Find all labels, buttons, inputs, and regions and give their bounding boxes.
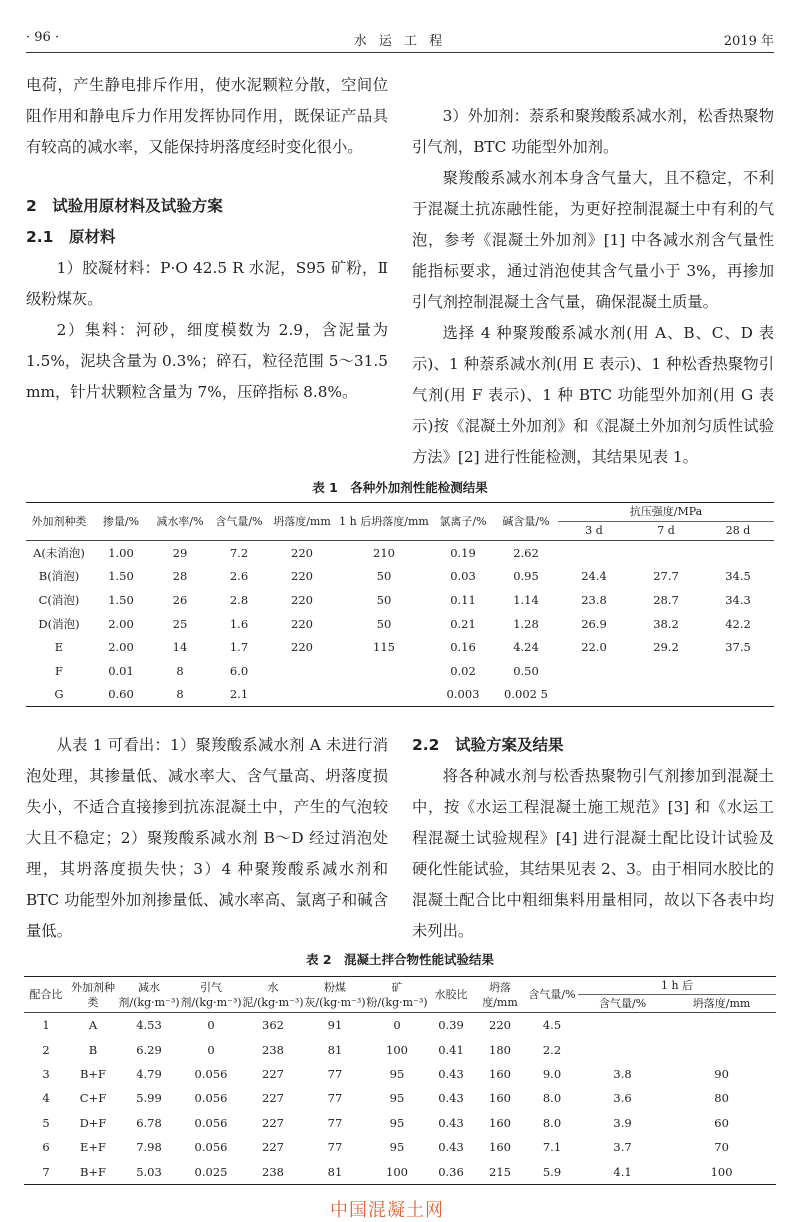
table-cell: 50 <box>376 592 392 607</box>
table-cell: 26 <box>172 592 188 607</box>
table-cell: 6.29 <box>136 1042 162 1057</box>
table-cell: 1.7 <box>229 640 249 655</box>
paragraph: 2）集料：河砂，细度模数为 2.9，含泥量为 1.5%，泥块含量为 0.3%；碎石，粒径范围 5～31.5 mm，针片状颗粒含量为 7%，压碎指标 8.8%。 <box>26 321 388 401</box>
table-cell: 227 <box>262 1066 284 1081</box>
table-cell: 210 <box>373 545 395 560</box>
table-header: 矿粉/(kg·m⁻³) <box>366 977 428 1013</box>
table-cell <box>558 683 630 707</box>
table-cell: 81 <box>327 1164 343 1179</box>
table-cell: 3 <box>42 1066 50 1081</box>
table-cell <box>630 683 702 707</box>
table-cell: E <box>54 640 64 655</box>
table-cell: B(消泡) <box>38 569 80 584</box>
table-cell: F <box>55 663 63 678</box>
lower-right-column <box>412 730 774 947</box>
table-cell: 95 <box>389 1091 405 1106</box>
table-cell: B <box>88 1042 98 1057</box>
table-cell: 0.02 <box>450 663 476 678</box>
table-header: 粉煤灰/(kg·m⁻³) <box>304 977 366 1013</box>
table-cell: 2.1 <box>229 687 249 702</box>
table-header: 含气量/% <box>526 977 578 1013</box>
table-cell: 0.056 <box>194 1066 228 1081</box>
table-cell: B+F <box>79 1164 107 1179</box>
table-header: 外加剂种类 <box>68 977 118 1013</box>
table-header: 碱含量/% <box>494 503 558 541</box>
table-cell: 0.16 <box>450 640 476 655</box>
table-cell: 220 <box>291 616 313 631</box>
table-header: 外加剂种类 <box>26 503 92 541</box>
table-cell: A <box>88 1018 98 1033</box>
table-cell: 50 <box>376 569 392 584</box>
table-cell: 238 <box>262 1164 284 1179</box>
paragraph: 3）外加剂：萘系和聚羧酸系减水剂，松香热聚物引气剂，BTC 功能型外加剂。 <box>412 107 774 156</box>
table-cell: 0.025 <box>194 1164 228 1179</box>
table-header: 1 h 后坍落度/mm <box>336 503 432 541</box>
table-header: 含气量/% <box>210 503 268 541</box>
table-header: 1 h 后 <box>578 977 776 995</box>
paragraph: 选择 4 种聚羧酸系减水剂(用 A、B、C、D 表示)、1 种萘系减水剂(用 E 表示)、1 种松香热聚物引气剂(用 F 表示)、1 种 BTC 功能型外加剂(用 G 表示)按《混凝土外加剂》和《混凝土外加剂匀质性试验方法》[2] 进行性能检测，其结果见表 1。 <box>412 324 774 466</box>
table-cell: 160 <box>489 1066 511 1081</box>
table-cell: 0.60 <box>108 687 134 702</box>
table-cell: 37.5 <box>725 640 751 655</box>
table-row <box>26 683 774 707</box>
table-cell: 100 <box>386 1042 408 1057</box>
table1 <box>26 502 774 707</box>
table-cell <box>558 541 630 565</box>
table-header: 抗压强度/MPa <box>558 503 774 522</box>
table-cell: 115 <box>373 640 395 655</box>
paragraph: 将各种减水剂与松香热聚物引气剂掺加到混凝土中，按《水运工程混凝土施工规范》[3] 和《水运工程混凝土试验规程》[4] 进行混凝土配比设计试验及硬化性能试验，其结果见表 2、3。由于相同水胶比的混凝土配合比中粗细集料用量相同，故以下各表中均未列出。 <box>412 767 774 940</box>
table-row <box>24 1135 776 1159</box>
table-cell: 8 <box>176 663 184 678</box>
table-row <box>24 1013 776 1038</box>
table1-caption: 表 1 各种外加剂性能检测结果 <box>312 480 488 495</box>
table-cell: 25 <box>172 616 188 631</box>
subsection-heading: 2.2 试验方案及结果 <box>412 736 564 754</box>
table-cell: 8 <box>176 687 184 702</box>
table-cell: 77 <box>327 1066 343 1081</box>
table-cell: 0.41 <box>438 1042 464 1057</box>
table-header: 坍落度/mm <box>268 503 336 541</box>
table-cell: 160 <box>489 1115 511 1130</box>
table-cell: 95 <box>389 1115 405 1130</box>
table-header: 配合比 <box>24 977 68 1013</box>
table-cell: 0.43 <box>438 1066 464 1081</box>
table-cell <box>667 1013 776 1038</box>
table-cell <box>702 683 774 707</box>
page-header <box>26 28 774 50</box>
table-row <box>26 588 774 612</box>
table-cell: 1 <box>42 1018 50 1033</box>
table-cell: 0.43 <box>438 1115 464 1130</box>
table-cell <box>630 541 702 565</box>
table-cell: 215 <box>489 1164 511 1179</box>
table-cell: 0.95 <box>513 569 539 584</box>
table-cell: D(消泡) <box>38 616 80 631</box>
table-cell <box>578 1013 667 1038</box>
table-cell: 160 <box>489 1091 511 1106</box>
table-subheader: 7 d <box>630 522 702 541</box>
table-row <box>26 635 774 659</box>
table-cell: 3.9 <box>613 1115 632 1130</box>
table-row <box>24 1037 776 1061</box>
table-cell: 2 <box>42 1042 50 1057</box>
table-header: 坍落度/mm <box>474 977 526 1013</box>
table-cell: 0.43 <box>438 1140 464 1155</box>
table-cell: 8.0 <box>542 1091 562 1106</box>
table-cell: 38.2 <box>653 616 679 631</box>
table-cell: 70 <box>714 1140 729 1155</box>
table-cell: 3.8 <box>613 1066 632 1081</box>
table-cell: 2.00 <box>108 616 134 631</box>
table-cell: 4.53 <box>136 1018 162 1033</box>
table-header: 引气剂/(kg·m⁻³) <box>180 977 242 1013</box>
table-cell: 7 <box>42 1164 50 1179</box>
table-cell: 29 <box>172 545 188 560</box>
table-cell: 0.21 <box>450 616 476 631</box>
table-cell: 95 <box>389 1140 405 1155</box>
page-number: · 96 · <box>26 30 60 45</box>
table-cell: 100 <box>386 1164 408 1179</box>
table-cell: 1.00 <box>108 545 134 560</box>
table-cell <box>702 541 774 565</box>
table-cell: 80 <box>714 1091 729 1106</box>
table-cell: 8.0 <box>542 1115 562 1130</box>
table-cell <box>630 659 702 683</box>
table-cell <box>336 683 432 707</box>
table-cell: 220 <box>291 545 313 560</box>
table-cell: 27.7 <box>653 569 679 584</box>
table-cell: 4 <box>42 1091 50 1106</box>
table-cell: 4.5 <box>542 1018 562 1033</box>
table-header: 减水剂/(kg·m⁻³) <box>118 977 180 1013</box>
table-cell: 2.2 <box>542 1042 562 1057</box>
table-cell: 3.6 <box>613 1091 632 1106</box>
table-subheader: 3 d <box>558 522 630 541</box>
table-cell: 22.0 <box>581 640 607 655</box>
subsection-heading: 2.1 原材料 <box>26 228 116 246</box>
table-cell <box>578 1037 667 1061</box>
table-cell: A(未消泡) <box>33 545 85 560</box>
table-cell: 220 <box>489 1018 511 1033</box>
table-cell: 26.9 <box>581 616 607 631</box>
table-header: 掺量/% <box>92 503 150 541</box>
table-cell: 1.50 <box>108 569 134 584</box>
table-cell: 0 <box>207 1042 215 1057</box>
paragraph: 从表 1 可看出：1）聚羧酸系减水剂 A 未进行消泡处理，其掺量低、减水率大、含气量高、坍落度损失小，不适合直接掺到抗冻混凝土中，产生的气泡较大且不稳定；2）聚羧酸系减水剂 B～D 经过消泡处理，其坍落度损失快；3）4 种聚羧酸系减水剂和 BTC 功能型外加剂掺量低、减水率高、氯离子和碱含量低。 <box>26 736 388 940</box>
table-cell: 4.24 <box>513 640 539 655</box>
table-cell: 34.5 <box>725 569 751 584</box>
table-cell <box>336 659 432 683</box>
table-cell: 77 <box>327 1140 343 1155</box>
table-cell: 7.2 <box>229 545 249 560</box>
table-cell: 1.14 <box>513 592 539 607</box>
table-subheader: 含气量/% <box>578 995 667 1013</box>
left-column <box>26 70 388 408</box>
table-cell <box>558 659 630 683</box>
table-cell: 0.50 <box>513 663 539 678</box>
table-cell: 5.99 <box>136 1091 162 1106</box>
table-cell: 9.0 <box>542 1066 562 1081</box>
table-cell: 0.056 <box>194 1115 228 1130</box>
table-cell: 0.43 <box>438 1091 464 1106</box>
table-row <box>24 1086 776 1110</box>
table2-caption: 表 2 混凝土拌合物性能试验结果 <box>305 952 495 967</box>
table-cell: 60 <box>714 1115 729 1130</box>
table-cell: 50 <box>376 616 392 631</box>
table-cell: 2.6 <box>229 569 249 584</box>
table-cell: 362 <box>262 1018 284 1033</box>
table-header: 水胶比 <box>428 977 474 1013</box>
table-cell <box>268 683 336 707</box>
table-cell: 77 <box>327 1115 343 1130</box>
table-cell: 2.62 <box>513 545 539 560</box>
table-cell: 220 <box>291 640 313 655</box>
table-cell: 0.002 5 <box>504 687 548 702</box>
table-cell: 100 <box>710 1164 733 1179</box>
paragraph: 电荷，产生静电排斥作用，使水泥颗粒分散，空间位阻作用和静电斥力作用发挥协同作用，既保证产品具有较高的减水率，又能保持坍落度经时变化很小。 <box>26 76 388 156</box>
table-cell: 6 <box>42 1140 50 1155</box>
table-cell <box>702 659 774 683</box>
table-cell: 0.36 <box>438 1164 464 1179</box>
issue-year: 2019 年 <box>723 34 774 49</box>
table-cell: 28.7 <box>653 592 679 607</box>
table-cell: 14 <box>172 640 188 655</box>
table2 <box>24 976 776 1185</box>
table-cell: 2.8 <box>229 592 249 607</box>
table-cell: 1.50 <box>108 592 134 607</box>
journal-name: 水 运 工 程 <box>353 34 447 49</box>
table-row <box>26 612 774 636</box>
section-heading: 2 试验用原材料及试验方案 <box>26 197 223 215</box>
table-cell: 2.00 <box>108 640 134 655</box>
paragraph: 聚羧酸系减水剂本身含气量大，且不稳定，不利于混凝土抗冻融性能，为更好控制混凝土中有利的气泡，参考《混凝土外加剂》[1] 中各减水剂含气量性能指标要求，通过消泡使其含气量小于 3%，再掺加引气剂控制混凝土含气量，确保混凝土质量。 <box>412 169 774 311</box>
table-cell: C+F <box>79 1091 107 1106</box>
table-cell: 0.11 <box>450 592 476 607</box>
table-cell: 24.4 <box>581 569 607 584</box>
paragraph: 1）胶凝材料：P·O 42.5 R 水泥，S95 矿粉，Ⅱ级粉煤灰。 <box>26 259 388 308</box>
table-cell: 0 <box>207 1018 215 1033</box>
table-cell: 0.01 <box>108 663 134 678</box>
table-row <box>26 541 774 565</box>
table-row <box>24 1111 776 1135</box>
table-cell: 23.8 <box>581 592 607 607</box>
table-row <box>26 565 774 589</box>
table-header: 水泥/(kg·m⁻³) <box>242 977 304 1013</box>
table-cell: D+F <box>79 1115 107 1130</box>
table-subheader: 28 d <box>702 522 774 541</box>
table-cell: 91 <box>327 1018 343 1033</box>
table-cell: E+F <box>79 1140 106 1155</box>
table-cell: 6.78 <box>136 1115 162 1130</box>
table-row <box>24 1159 776 1184</box>
table-header: 减水率/% <box>150 503 210 541</box>
table-cell: C(消泡) <box>38 592 80 607</box>
table-cell: 6.0 <box>229 663 249 678</box>
lower-left-column <box>26 730 388 947</box>
table-cell: B+F <box>79 1066 107 1081</box>
table-cell: 95 <box>389 1066 405 1081</box>
table-cell: 0.003 <box>446 687 480 702</box>
table-cell: 81 <box>327 1042 343 1057</box>
table-subheader: 坍落度/mm <box>667 995 776 1013</box>
table-cell: 29.2 <box>653 640 679 655</box>
table-cell: 227 <box>262 1091 284 1106</box>
table-cell: 42.2 <box>725 616 751 631</box>
table-cell: 1.28 <box>513 616 539 631</box>
table-cell: 180 <box>489 1042 511 1057</box>
table-cell <box>667 1037 776 1061</box>
table-cell: 220 <box>291 569 313 584</box>
table-cell: 5.9 <box>542 1164 562 1179</box>
table-row <box>24 1062 776 1086</box>
table-cell: 238 <box>262 1042 284 1057</box>
table-cell: 1.6 <box>229 616 249 631</box>
table-cell: 4.79 <box>136 1066 162 1081</box>
table-cell: 0.056 <box>194 1091 228 1106</box>
table-cell: 160 <box>489 1140 511 1155</box>
table-cell: 3.7 <box>613 1140 632 1155</box>
table-cell: G <box>54 687 64 702</box>
table-cell: 28 <box>172 569 188 584</box>
watermark-text: 中国混凝土网 <box>330 1200 444 1221</box>
table-cell: 77 <box>327 1091 343 1106</box>
table-cell: 0.19 <box>450 545 476 560</box>
table-cell: 0.39 <box>438 1018 464 1033</box>
table-cell: 7.1 <box>542 1140 562 1155</box>
table-cell <box>268 659 336 683</box>
table-cell: 5.03 <box>136 1164 162 1179</box>
table-cell: 90 <box>714 1066 729 1081</box>
table-cell: 4.1 <box>613 1164 632 1179</box>
table-cell: 227 <box>262 1140 284 1155</box>
table-header: 氯离子/% <box>432 503 494 541</box>
table-cell: 7.98 <box>136 1140 162 1155</box>
table-cell: 227 <box>262 1115 284 1130</box>
header-rule <box>26 52 774 53</box>
table-cell: 220 <box>291 592 313 607</box>
table-cell: 5 <box>42 1115 50 1130</box>
table-cell: 0.03 <box>450 569 476 584</box>
right-column <box>412 101 774 473</box>
table-row <box>26 659 774 683</box>
table-cell: 34.3 <box>725 592 751 607</box>
table-cell: 0 <box>393 1018 401 1033</box>
table-cell: 0.056 <box>194 1140 228 1155</box>
